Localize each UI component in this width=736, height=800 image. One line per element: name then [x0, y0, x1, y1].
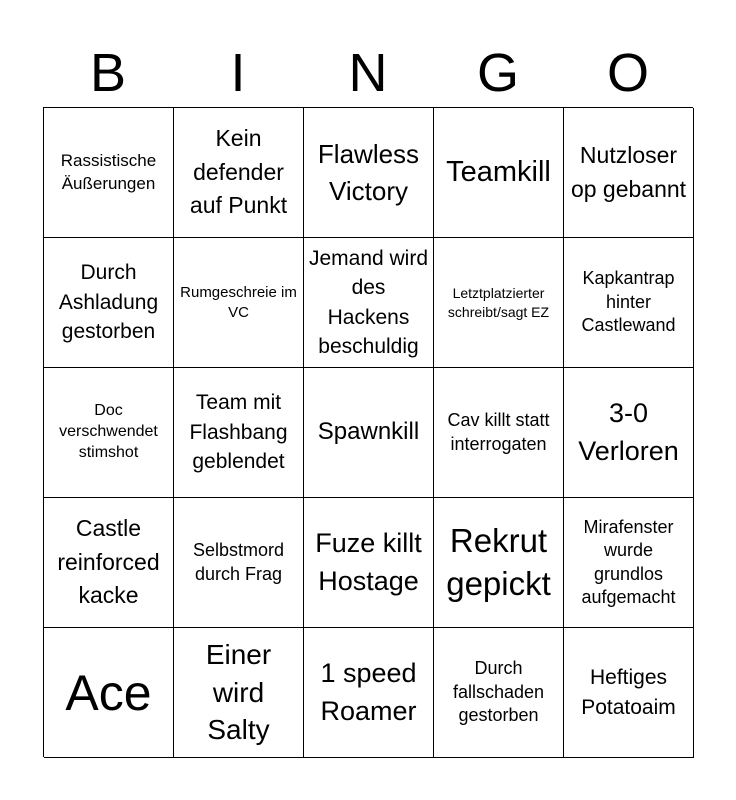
header-letter-n: N — [348, 43, 388, 103]
header-letter-g: G — [476, 43, 519, 103]
bingo-cell[interactable]: Jemand wird des Hackens beschuldig — [304, 238, 434, 368]
bingo-cell[interactable]: Heftiges Potatoaim — [564, 628, 694, 758]
header-letter-b: B — [89, 43, 127, 103]
bingo-cell[interactable]: Ace — [44, 628, 174, 758]
bingo-cell[interactable]: Cav killt statt interrogaten — [434, 368, 564, 498]
bingo-cell[interactable]: Doc verschwendet stimshot — [44, 368, 174, 498]
bingo-cell[interactable]: 3-0 Verloren — [564, 368, 694, 498]
bingo-cell[interactable]: Mirafenster wurde grundlos aufgemacht — [564, 498, 694, 628]
bingo-cell[interactable]: Castle reinforced kacke — [44, 498, 174, 628]
bingo-cell[interactable]: Flawless Victory — [304, 108, 434, 238]
bingo-cell[interactable]: Durch Ashladung gestorben — [44, 238, 174, 368]
bingo-cell[interactable]: Spawnkill — [304, 368, 434, 498]
bingo-header — [43, 40, 693, 106]
bingo-cell[interactable]: Team mit Flashbang geblendet — [174, 368, 304, 498]
bingo-cell[interactable]: Kapkantrap hinter Castlewand — [564, 238, 694, 368]
bingo-cell[interactable]: Nutzloser op gebannt — [564, 108, 694, 238]
header-letter-o: O — [606, 43, 649, 103]
bingo-cell[interactable]: Teamkill — [434, 108, 564, 238]
bingo-cell[interactable]: Kein defender auf Punkt — [174, 108, 304, 238]
bingo-cell[interactable]: Letztplatzierter schreibt/sagt EZ — [434, 238, 564, 368]
bingo-cell[interactable]: Fuze killt Hostage — [304, 498, 434, 628]
bingo-cell[interactable]: Rassistische Äußerungen — [44, 108, 174, 238]
bingo-cell[interactable]: 1 speed Roamer — [304, 628, 434, 758]
bingo-cell[interactable]: Selbstmord durch Frag — [174, 498, 304, 628]
header-letter-i: I — [230, 43, 246, 103]
bingo-grid — [43, 107, 693, 757]
bingo-cell[interactable]: Einer wird Salty — [174, 628, 304, 758]
bingo-cell[interactable]: Rekrut gepickt — [434, 498, 564, 628]
bingo-cell[interactable]: Rumgeschreie im VC — [174, 238, 304, 368]
bingo-cell[interactable]: Durch fallschaden gestorben — [434, 628, 564, 758]
